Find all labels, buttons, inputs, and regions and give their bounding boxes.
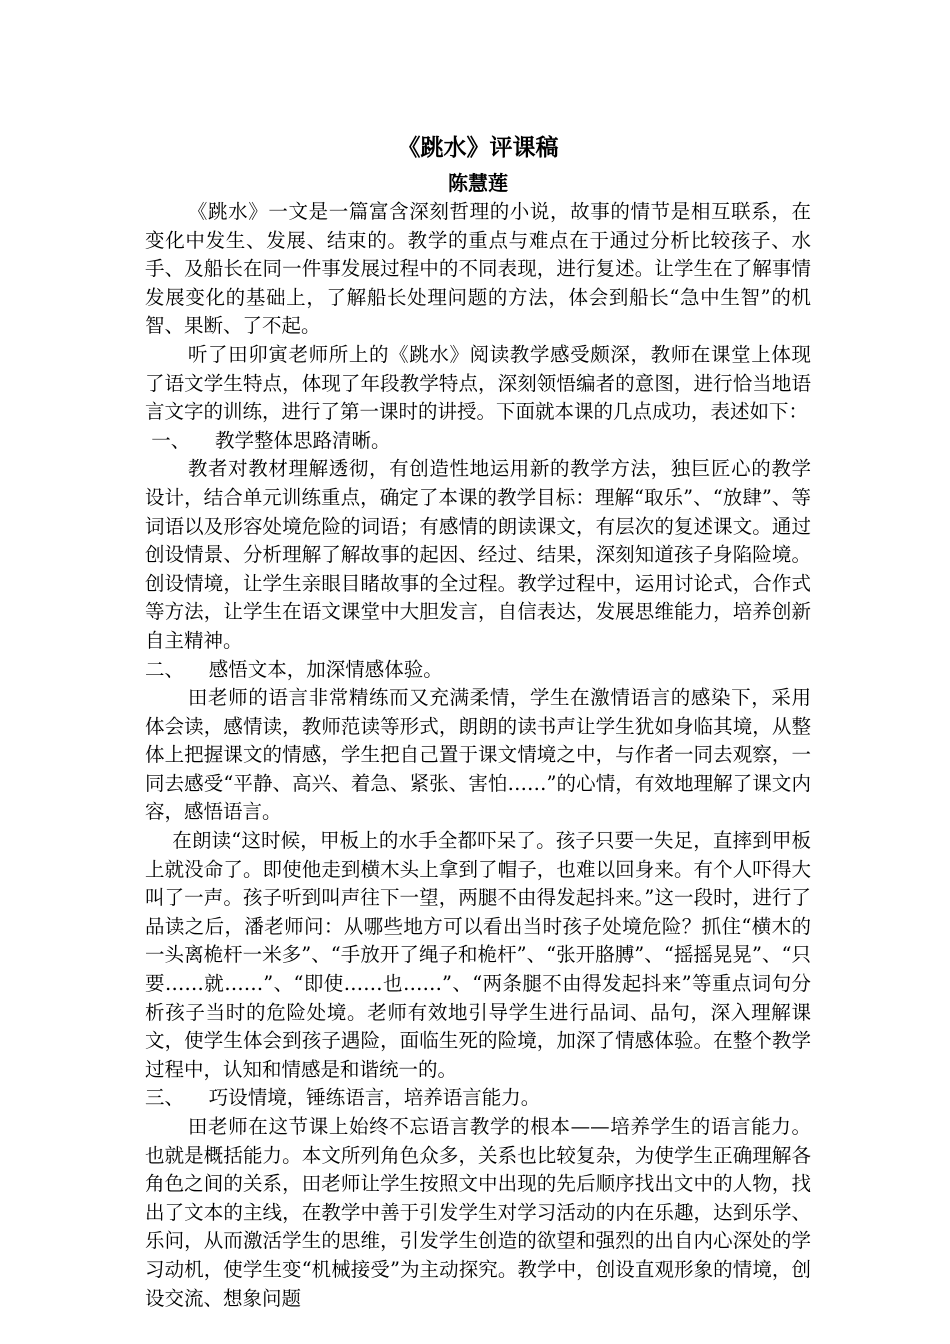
paragraph-section-3: 田老师在这节课上始终不忘语言教学的根本——培养学生的语言能力。也就是概括能力。本文所列角色众多，关系也比较复杂，为使学生正确理解各角色之间的关系，田老师让学生按照文中出现的先后顺序找出文中的人物，找出了文本的主线，在教学中善于引发学生对学习活动的内在乐趣，达到乐学、乐问，从而激活学生的思维，引发学生创造的欲望和强烈的出自内心深处的学习动机，使学生变“机械接受”为主动探究。教学中，创设直观形象的情境，创设交流、想象问题 bbox=[145, 1115, 811, 1310]
document-page bbox=[145, 130, 811, 1313]
document-title: 《跳水》评课稿 bbox=[397, 135, 559, 161]
paragraph-section-2: 田老师的语言非常精练而又充满柔情，学生在激情语言的感染下，采用体会读，感情读，教师范读等形式，朗朗的读书声让学生犹如身临其境，从整体上把握课文的情感，学生把自己置于课文情境之中，与作者一同去观察，一同去感受“平静、高兴、着急、紧张、害怕……”的心情，有效地理解了课文内容，感悟语言。 bbox=[145, 686, 811, 824]
paragraph-section-2-reading: 在朗读“这时候，甲板上的水手全都吓呆了。孩子只要一失足，直摔到甲板上就没命了。即使他走到横木头上拿到了帽子，也难以回身来。有个人吓得大叫了一声。孩子听到叫声往下一望，两腿不由得发起抖来。”这一段时，进行了品读之后，潘老师问：从哪些地方可以看出当时孩子处境危险？抓住“横木的一头离桅杆一米多”、“手放开了绳子和桅杆”、“张开胳膊”、“摇摇晃晃”、“只要……就……”、“即使……也……”、“两条腿不由得发起抖来”等重点词句分析孩子当时的危险处境。老师有效地引导学生进行品词、品句，深入理解课文，使学生体会到孩子遇险，面临生死的险境，加深了情感体验。在整个教学过程中，认知和情感是和谐统一的。 bbox=[145, 829, 811, 1081]
document-author: 陈慧莲 bbox=[448, 171, 508, 195]
section-heading-1: 一、 教学整体思路清晰。 bbox=[145, 428, 391, 452]
section-heading-3: 三、 巧设情境，锤练语言，培养语言能力。 bbox=[145, 1086, 541, 1110]
paragraph-section-1: 教者对教材理解透彻，有创造性地运用新的教学方法，独巨匠心的教学设计，结合单元训练重点，确定了本课的教学目标：理解“取乐”、“放肆”、等词语以及形容处境危险的词语；有感情的朗读课文，有层次的复述课文。通过创设情景、分析理解了解故事的起因、经过、结果，深刻知道孩子身陷险境。创设情境，让学生亲眼目睹故事的全过程。教学过程中，运用讨论式，合作式等方法，让学生在语文课堂中大胆发言，自信表达，发展思维能力，培养创新自主精神。 bbox=[145, 457, 811, 652]
paragraph-overview: 听了田卯寅老师所上的《跳水》阅读教学感受颇深，教师在课堂上体现了语文学生特点，体现了年段教学特点，深刻领悟编者的意图，进行恰当地语言文字的训练，进行了第一课时的讲授。下面就本课的几点成功，表述如下： bbox=[145, 342, 811, 424]
section-heading-2: 二、 感悟文本，加深情感体验。 bbox=[145, 657, 443, 681]
paragraph-intro: 《跳水》一文是一篇富含深刻哲理的小说，故事的情节是相互联系，在变化中发生、发展、结束的。教学的重点与难点在于通过分析比较孩子、水手、及船长在同一件事发展过程中的不同表现，进行复述。让学生在了解事情发展变化的基础上，了解船长处理问题的方法，体会到船长“急中生智”的机智、果断、了不起。 bbox=[145, 200, 811, 338]
